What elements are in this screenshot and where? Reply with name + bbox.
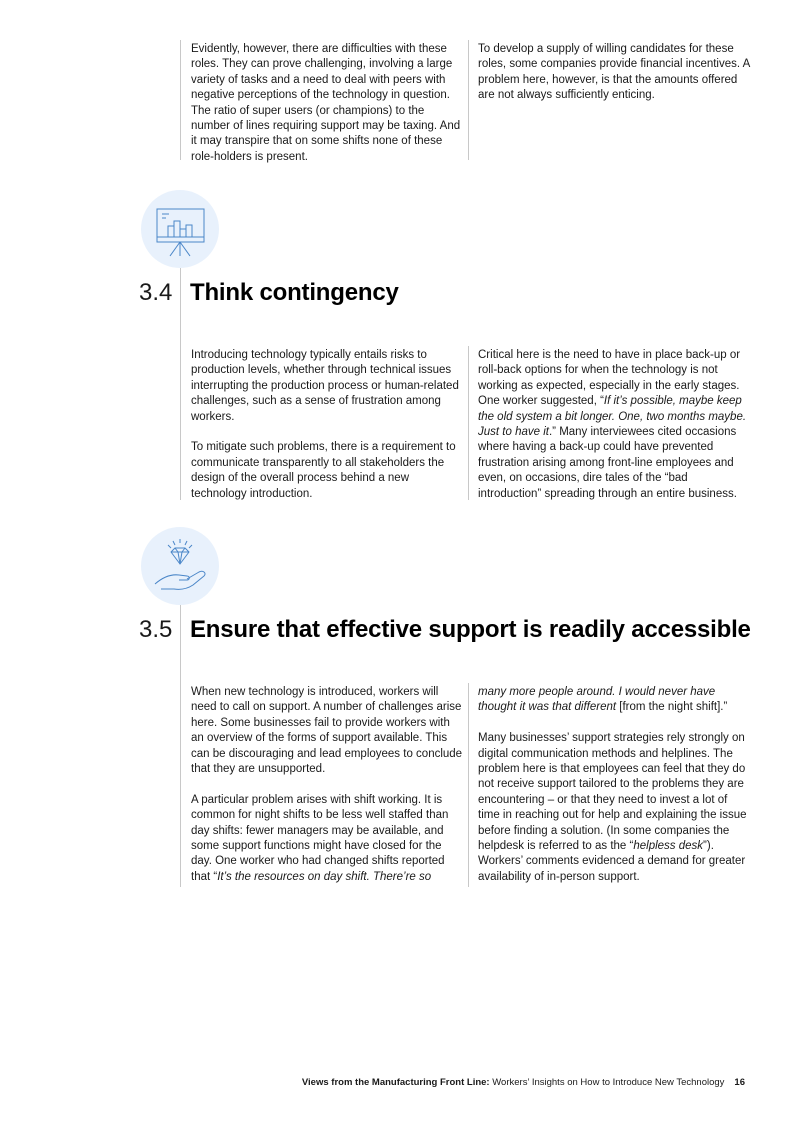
section-3-4-left-paragraph-2: To mitigate such problems, there is a requirement to communicate transparently to all stakeholders the design of the overall process behind a new technology introduction. bbox=[191, 441, 456, 500]
section-3-5-right-rule bbox=[468, 683, 469, 887]
section-3-5-right-paragraph-2 bbox=[478, 731, 750, 885]
section-3-5-left-paragraph-2 bbox=[191, 793, 463, 885]
section-3-5-heading-rule bbox=[180, 605, 181, 887]
top-left-paragraph: Evidently, however, there are difficulties with these roles. They can prove challenging, involving a large variety of tasks and a need to deal with peers with negative perceptions of the technology in question. The ratio of super users (or champions) to the number of lines requiring support may be taxing. And it may transpire that on some shifts none of these role-holders is present. bbox=[191, 43, 461, 163]
section-3-5-icon-circle bbox=[141, 527, 219, 605]
section-3-5-right-text-b: [from the night shift].” bbox=[616, 701, 728, 714]
footer-title-rest: Workers’ Insights on How to Introduce New Technology bbox=[489, 1077, 725, 1088]
section-3-5-number: 3.5 bbox=[139, 616, 173, 643]
top-right-rule bbox=[468, 40, 469, 160]
section-3-4-icon-circle bbox=[141, 190, 219, 268]
section-3-5-title: Ensure that effective support is readily accessible bbox=[190, 616, 751, 643]
helpless-desk-quote: helpless desk bbox=[633, 840, 704, 853]
section-3-5-worker-quote-start: It’s the resources on day shift. There’re so bbox=[217, 870, 432, 883]
section-3-5-left-text-a: A particular problem arises with shift working. It is common for night shifts to be less well staffed than day shifts: fewer managers may be available, and some support functions might have closed for the day. One worker who had changed shifts reported that “ bbox=[191, 793, 449, 883]
section-3-4-worker-quote: If it’s possible, maybe keep the old system a bit longer. One, two months maybe. Just to have it bbox=[478, 395, 747, 439]
page-footer bbox=[302, 1077, 745, 1088]
section-3-4-right-paragraph bbox=[478, 348, 750, 502]
footer-title-bold: Views from the Manufacturing Front Line: bbox=[301, 1077, 490, 1088]
top-left-column bbox=[191, 42, 461, 165]
top-right-column bbox=[478, 42, 750, 104]
section-3-4-right-rule bbox=[468, 346, 469, 500]
top-left-rule bbox=[180, 40, 181, 160]
section-3-4-number: 3.4 bbox=[139, 279, 173, 306]
presentation-board-icon bbox=[141, 190, 219, 268]
diamond-in-hand-icon bbox=[141, 527, 219, 605]
top-right-paragraph: To develop a supply of willing candidates for these roles, some companies provide financial incentives. A problem here, however, is that the amounts offered are not always sufficiently enticing. bbox=[478, 43, 750, 102]
page-number: 16 bbox=[734, 1077, 745, 1088]
section-3-4-right-column bbox=[478, 348, 750, 502]
section-3-4-right-text-b: .” Many interviewees cited occasions where having a back-up could have prevented frustration arising among front-line employees and even, on occasions, dire tales of the “bad introduction” spreading through an entire business. bbox=[478, 426, 737, 500]
section-3-4-right-text-a: Critical here is the need to have in place back-up or roll-back options for when the technology is not working as expected, especially in the early stages. One worker suggested, “ bbox=[478, 349, 741, 408]
section-3-4-left-paragraph-1: Introducing technology typically entails risks to production levels, whether through technical issues interrupting the production process or human-related challenges, such as a sense of frustration among workers. bbox=[191, 349, 459, 423]
section-3-4-left-column bbox=[191, 348, 463, 502]
section-3-5-worker-quote-end: many more people around. I would never have thought it was that different bbox=[478, 686, 716, 714]
section-3-5-right-paragraph-1 bbox=[478, 685, 750, 716]
section-3-4-heading-rule bbox=[180, 268, 181, 500]
section-3-5-left-paragraph-1: When new technology is introduced, workers will need to call on support. A number of challenges arise here. Some businesses fail to provide workers with an overview of the forms of support available. This can be discouraging and lead employees to conclude that they are unsupported. bbox=[191, 686, 463, 776]
section-3-5-right-text-c: Many businesses’ support strategies rely strongly on digital communication methods and helplines. The problem here is that employees can feel that they do not receive support tailored to the problems they are encountering – or that they need to invest a lot of time in reaching out for help and explaining the issue before finding a solution. (In some companies the helpdesk is referred to as the “ bbox=[478, 732, 747, 853]
section-3-5-right-column bbox=[478, 685, 750, 885]
section-3-4-title: Think contingency bbox=[190, 279, 399, 306]
section-3-5-left-column bbox=[191, 685, 463, 885]
section-3-5-right-text-d: ”). Workers’ comments evidenced a demand for greater availability of in-person support. bbox=[478, 840, 746, 883]
